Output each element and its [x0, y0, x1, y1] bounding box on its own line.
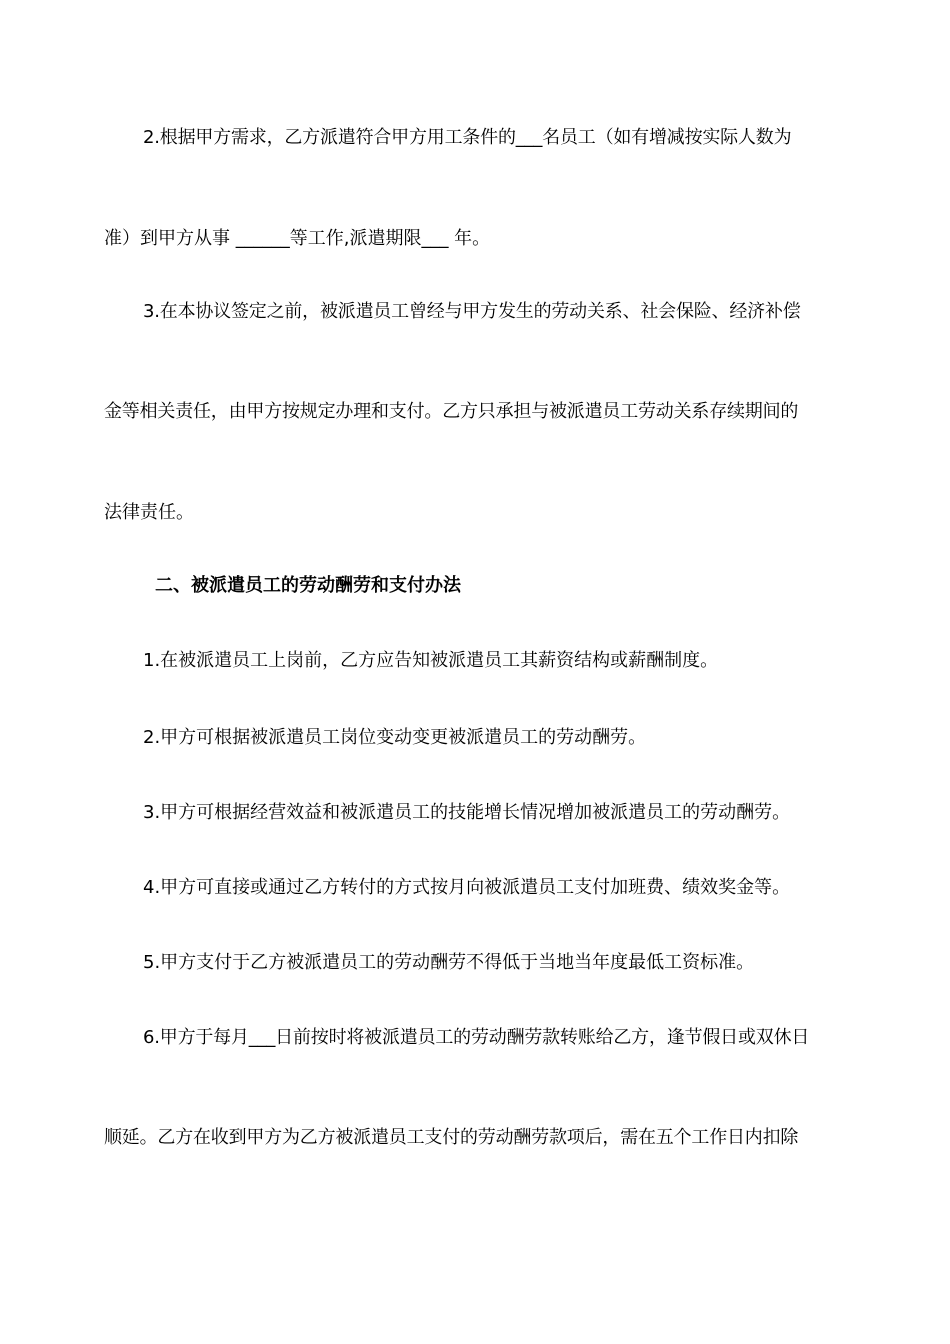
paragraph-line: 准）到甲方从事 ______等工作,派遣期限___ 年。 — [104, 228, 491, 249]
paragraph-line: 金等相关责任，由甲方按规定办理和支付。乙方只承担与被派遣员工劳动关系存续期间的 — [104, 401, 799, 422]
section-heading: 二、被派遣员工的劳动酬劳和支付办法 — [155, 575, 461, 596]
paragraph-line: 6.甲方于每月___日前按时将被派遣员工的劳动酬劳款转账给乙方，逢节假日或双休日 — [143, 1027, 810, 1048]
paragraph-line: 3.在本协议签定之前，被派遣员工曾经与甲方发生的劳动关系、社会保险、经济补偿 — [143, 301, 801, 322]
paragraph-line: 顺延。乙方在收到甲方为乙方被派遣员工支付的劳动酬劳款项后，需在五个工作日内扣除 — [104, 1127, 799, 1148]
paragraph-line: 1.在被派遣员工上岗前，乙方应告知被派遣员工其薪资结构或薪酬制度。 — [143, 650, 719, 671]
paragraph-line: 4.甲方可直接或通过乙方转付的方式按月向被派遣员工支付加班费、绩效奖金等。 — [143, 877, 791, 898]
paragraph-line: 3.甲方可根据经营效益和被派遣员工的技能增长情况增加被派遣员工的劳动酬劳。 — [143, 802, 791, 823]
paragraph-line: 法律责任。 — [104, 502, 194, 523]
paragraph-line: 2.根据甲方需求，乙方派遣符合甲方用工条件的___名员工（如有增减按实际人数为 — [143, 127, 792, 148]
paragraph-line: 5.甲方支付于乙方被派遣员工的劳动酬劳不得低于当地当年度最低工资标准。 — [143, 952, 755, 973]
paragraph-line: 2.甲方可根据被派遣员工岗位变动变更被派遣员工的劳动酬劳。 — [143, 727, 647, 748]
